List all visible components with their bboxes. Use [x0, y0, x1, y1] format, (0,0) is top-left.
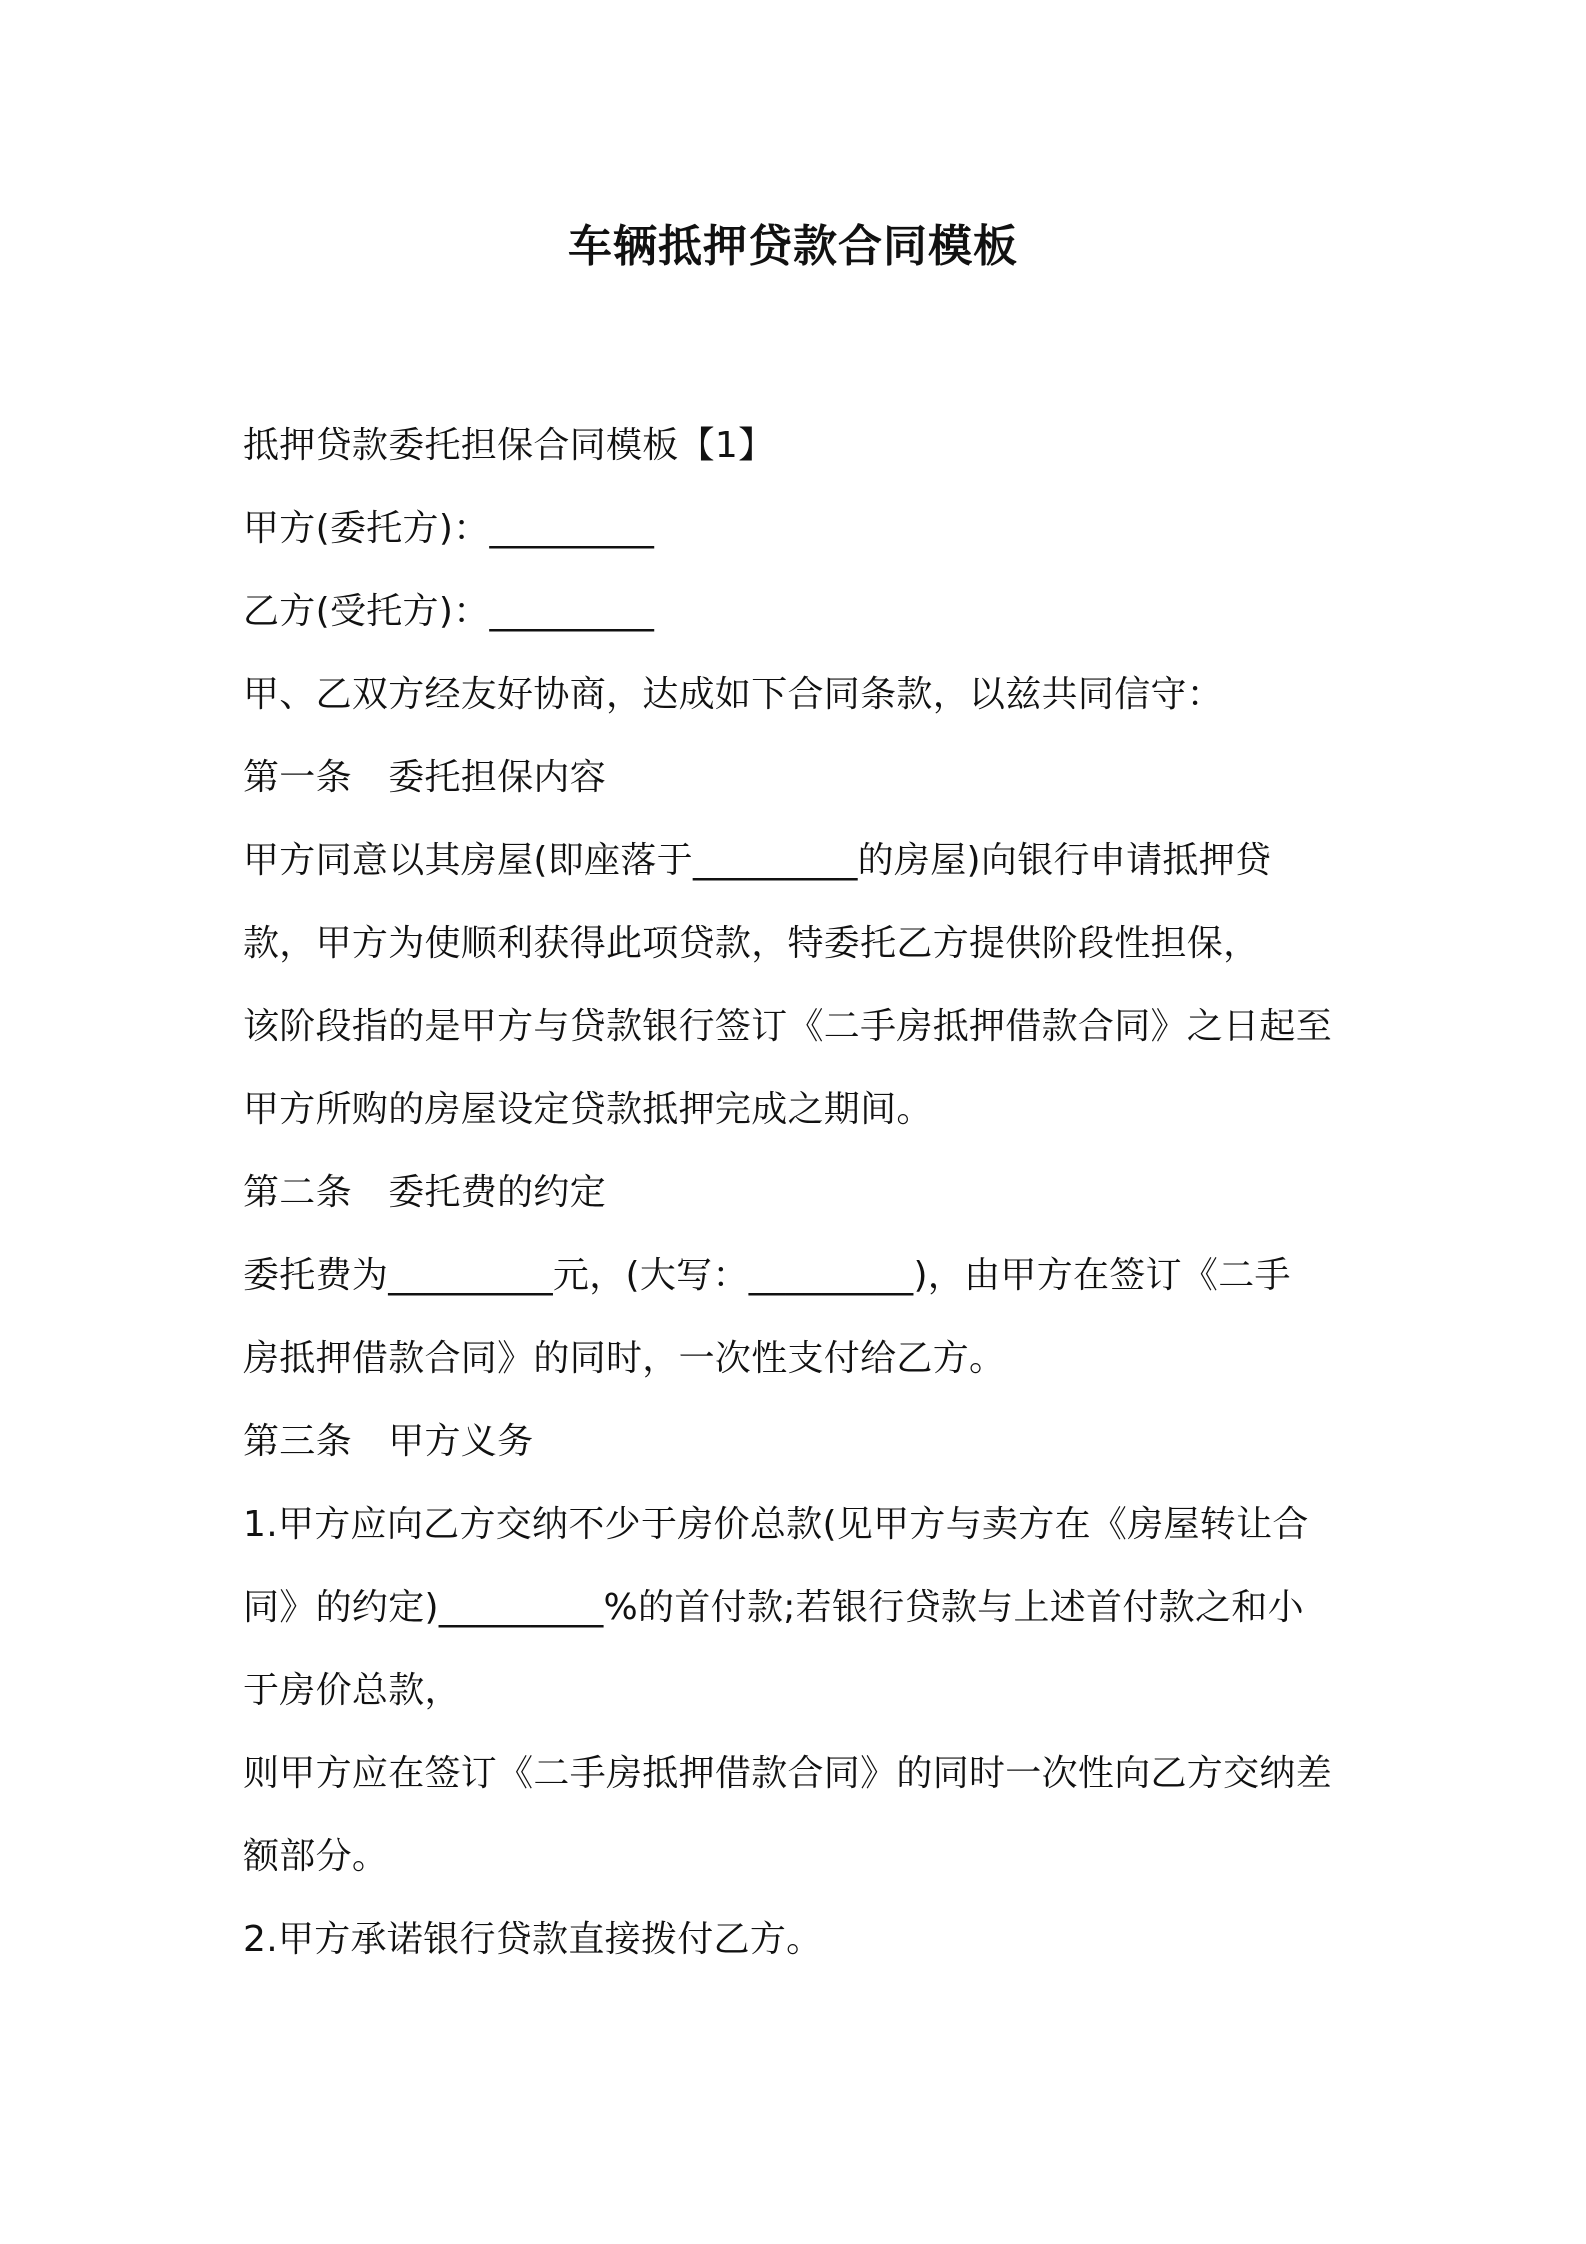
article-heading: 第一条 委托担保内容 [243, 757, 607, 798]
paragraph-line: 1.甲方应向乙方交纳不少于房价总款(见甲方与卖方在《房屋转让合 [243, 1504, 1309, 1545]
paragraph-line: 同》的约定)_________%的首付款;若银行贷款与上述首付款之和小 [243, 1587, 1304, 1628]
party-b-line: 乙方(受托方)：_________ [243, 591, 655, 632]
document-title: 车辆抵押贷款合同模板 [568, 221, 1018, 272]
section-heading: 抵押贷款委托担保合同模板【1】 [243, 425, 775, 466]
paragraph-line: 额部分。 [243, 1836, 389, 1877]
article-heading: 第二条 委托费的约定 [243, 1172, 607, 1213]
paragraph-line: 该阶段指的是甲方与贷款银行签订《二手房抵押借款合同》之日起至 [243, 1006, 1333, 1047]
document-body [243, 404, 1363, 1981]
preamble-line: 甲、乙双方经友好协商，达成如下合同条款，以兹共同信守： [243, 674, 1224, 715]
paragraph-line: 甲方所购的房屋设定贷款抵押完成之期间。 [243, 1089, 933, 1130]
article-heading: 第三条 甲方义务 [243, 1421, 534, 1462]
paragraph-line: 款，甲方为使顺利获得此项贷款，特委托乙方提供阶段性担保， [243, 923, 1260, 964]
paragraph-line: 房抵押借款合同》的同时，一次性支付给乙方。 [243, 1338, 1006, 1379]
paragraph-line: 2.甲方承诺银行贷款直接拨付乙方。 [243, 1919, 823, 1960]
paragraph-line: 于房价总款， [243, 1670, 461, 1711]
paragraph-line: 甲方同意以其房屋(即座落于_________的房屋)向银行申请抵押贷 [243, 840, 1272, 881]
paragraph-line: 委托费为_________元，(大写：_________)，由甲方在签订《二手 [243, 1255, 1291, 1296]
party-a-line: 甲方(委托方)：_________ [243, 508, 655, 549]
paragraph-line: 则甲方应在签订《二手房抵押借款合同》的同时一次性向乙方交纳差 [243, 1753, 1333, 1794]
